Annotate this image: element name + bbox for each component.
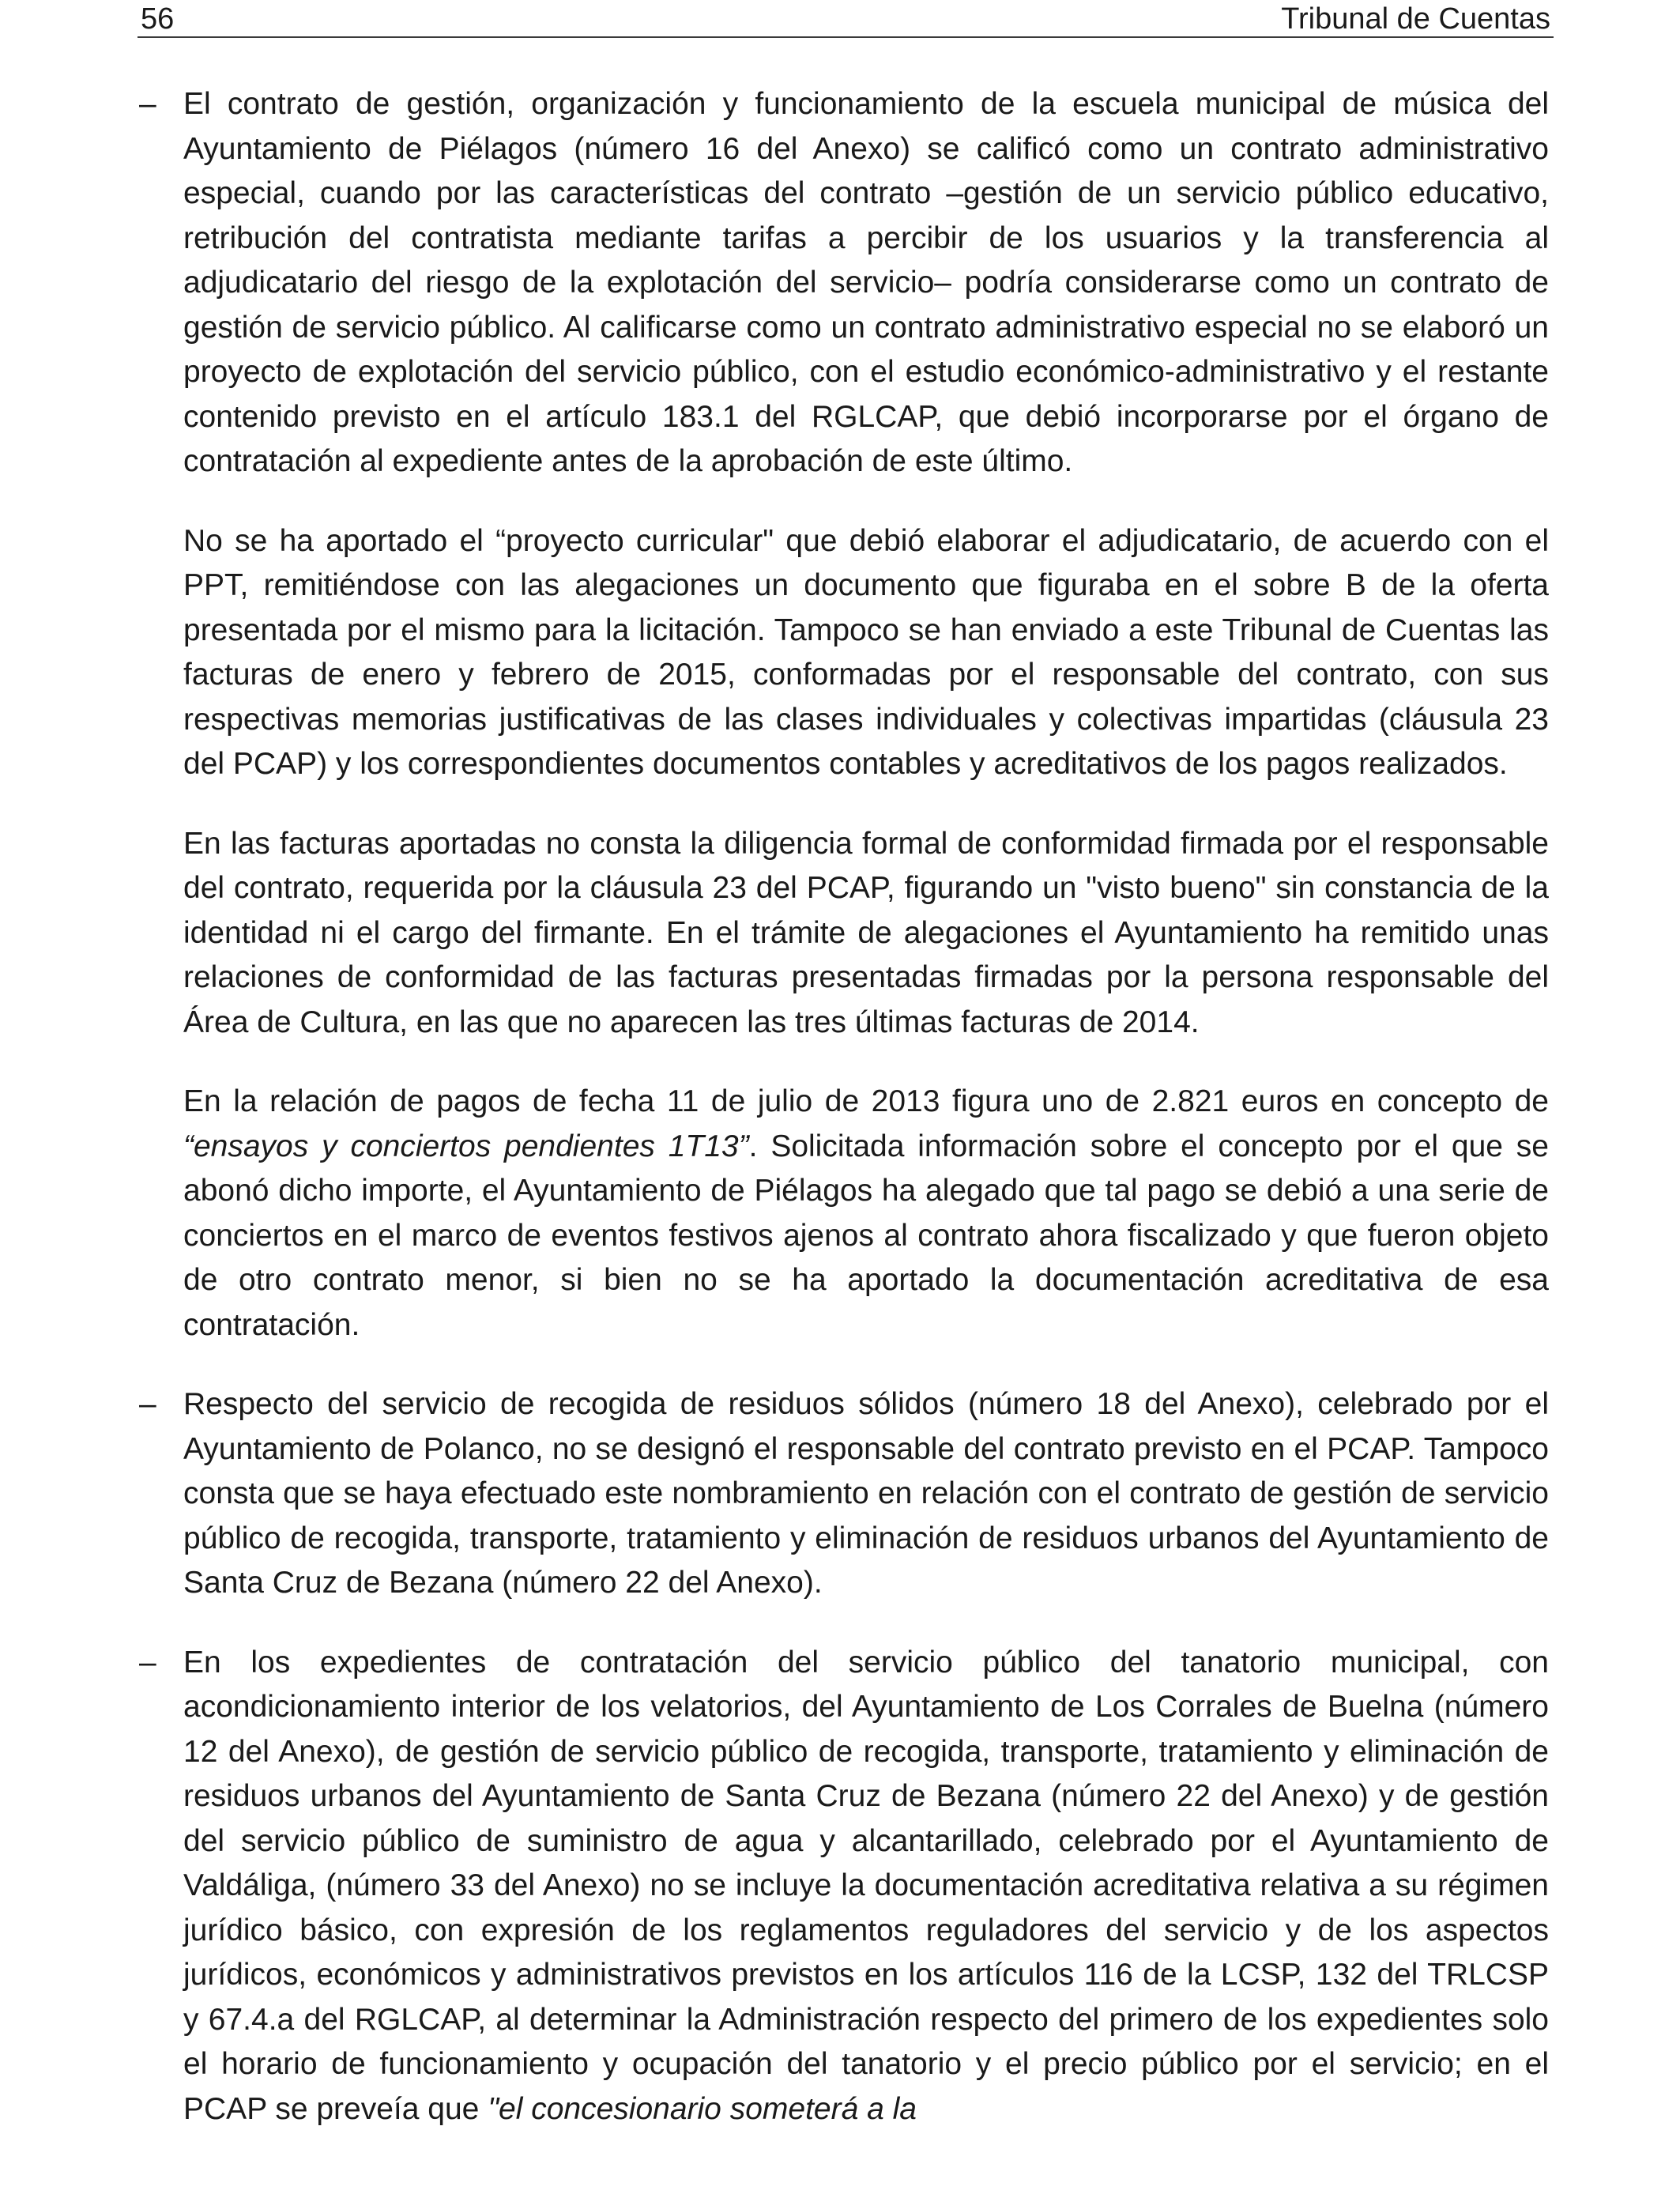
- bullet-paragraph-tanatorio: [183, 1641, 1549, 2132]
- paragraph-facturas-conformidad: En las facturas aportadas no consta la diligencia formal de conformidad firmada por el responsable del contrato, requerida por la cláusula 23 del PCAP, figurando un "visto bueno" sin constancia de la identidad ni el cargo del firmante. En el trámite de alegaciones el Ayuntamiento ha remitido unas relaciones de conformidad de las facturas presentadas firmadas por la persona responsable del Área de Cultura, en las que no aparecen las tres últimas facturas de 2014.: [183, 826, 1549, 1039]
- paragraph-relacion-pagos: [183, 1080, 1549, 1348]
- text-segment: En los expedientes de contratación del servicio público del tanatorio municipal, con acondicionamiento interior de los velatorios, del Ayuntamiento de Los Corrales de Buelna (número 12 del Anexo), de gestión de servicio público de recogida, transporte, tratamiento y eliminación de residuos urbanos del Ayuntamiento de Santa Cruz de Bezana (número 22 del Anexo) y de gestión del servicio público de suministro de agua y alcantarillado, celebrado por el Ayuntamiento de Valdáliga, (número 33 del Anexo) no se incluye la documentación acreditativa relativa a su régimen jurídico básico, con expresión de los reglamentos reguladores del servicio y de los aspectos jurídicos, económicos y administrativos previstos en los artículos 116 de la LCSP, 132 del TRLCSP y 67.4.a del RGLCAP, al determinar la Administración respecto del primero de los expedientes solo el horario de funcionamiento y ocupación del tanatorio y el precio público por el servicio; en el PCAP se preveía que: [183, 1645, 1549, 2126]
- paragraph-proyecto-curricular: No se ha aportado el “proyecto curricular" que debió elaborar el adjudicatario, de acuerdo con el PPT, remitiéndose con las alegaciones un documento que figuraba en el sobre B de la oferta presentada por el mismo para la licitación. Tampoco se han enviado a este Tribunal de Cuentas las facturas de enero y febrero de 2015, conformadas por el responsable del contrato, con sus respectivas memorias justificativas de las clases individuales y colectivas impartidas (cláusula 23 del PCAP) y los correspondientes documentos contables y acreditativos de los pagos realizados.: [183, 523, 1549, 781]
- italic-quote: "el concesionario someterá a la: [488, 2091, 917, 2126]
- bullet-paragraph-escuela-musica: – El contrato de gestión, organización y funcionamiento de la escuela municipal de música del Ayuntamiento de Piélagos (número 16 del Anexo) se calificó como un contrato administrativo especial, cuando por las características del contrato –gestión de un servicio público educativo, retribución del contratista mediante tarifas a percibir de los usuarios y la transferencia al adjudicatario del riesgo de la explotación del servicio– podría considerarse como un contrato de gestión de servicio público. Al calificarse como un contrato administrativo especial no se elaboró un proyecto de explotación del servicio público, con el estudio económico-administrativo y el restante contenido previsto en el artículo 183.1 del RGLCAP, que debió incorporarse por el órgano de contratación al expediente antes de la aprobación de este último.: [183, 82, 1549, 484]
- text-segment: En la relación de pagos de fecha 11 de julio de 2013 figura uno de 2.821 euros en concepto de: [183, 1084, 1549, 1118]
- page-header: [137, 2, 1554, 38]
- running-title: Tribunal de Cuentas: [1281, 2, 1550, 36]
- bullet-paragraph-residuos-polanco: – Respecto del servicio de recogida de residuos sólidos (número 18 del Anexo), celebrado por el Ayuntamiento de Polanco, no se designó el responsable del contrato previsto en el PCAP. Tampoco consta que se haya efectuado este nombramiento en relación con el contrato de gestión de servicio público de recogida, transporte, tratamiento y eliminación de residuos urbanos del Ayuntamiento de Santa Cruz de Bezana (número 22 del Anexo).: [183, 1382, 1549, 1606]
- body-text: [183, 82, 1549, 2166]
- page-number: 56: [141, 2, 175, 36]
- italic-quote: “ensayos y conciertos pendientes 1T13”: [183, 1129, 749, 1163]
- text-segment: . Solicitada información sobre el concepto por el que se abonó dicho importe, el Ayuntamiento de Piélagos ha alegado que tal pago se debió a una serie de conciertos en el marco de eventos festivos ajenos al contrato ahora fiscalizado y que fueron objeto de otro contrato menor, si bien no se ha aportado la documentación acreditativa de esa contratación.: [183, 1129, 1549, 1342]
